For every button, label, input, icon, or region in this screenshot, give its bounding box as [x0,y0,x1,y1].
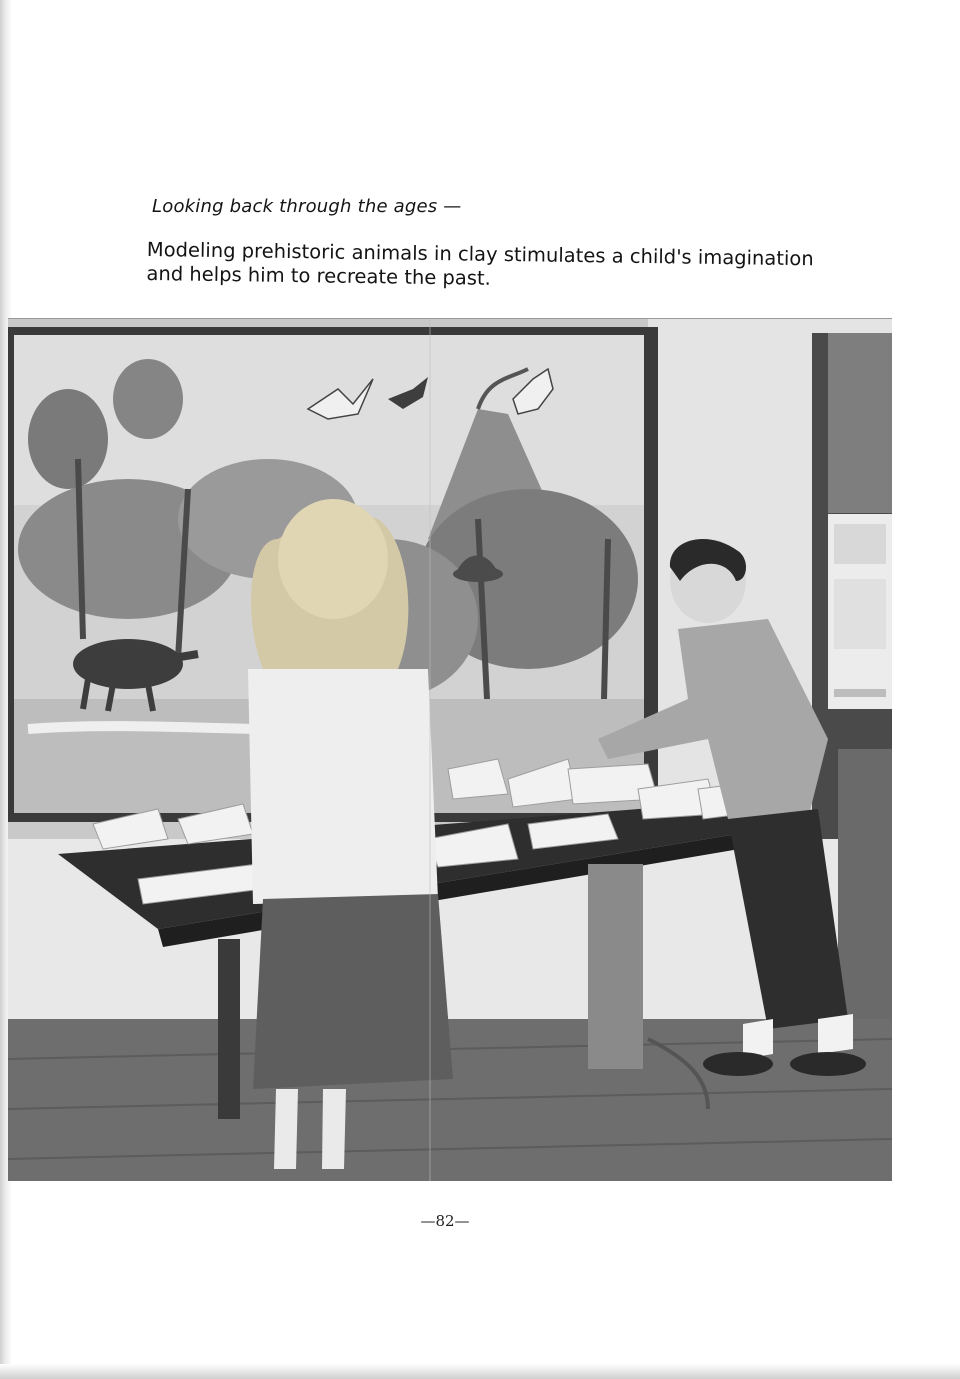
caption-body: Modeling prehistoric animals in clay stimulates a child's imagination and helps him to recreate the past. [146,238,814,290]
classroom-photo [8,318,892,1181]
scan-edge-shadow-bottom [0,1364,960,1379]
wall-calendar [828,514,892,709]
photo-illustration [8,319,892,1181]
page-number: —82— [420,1212,470,1230]
caption-title: Looking back through the ages — [152,196,462,217]
